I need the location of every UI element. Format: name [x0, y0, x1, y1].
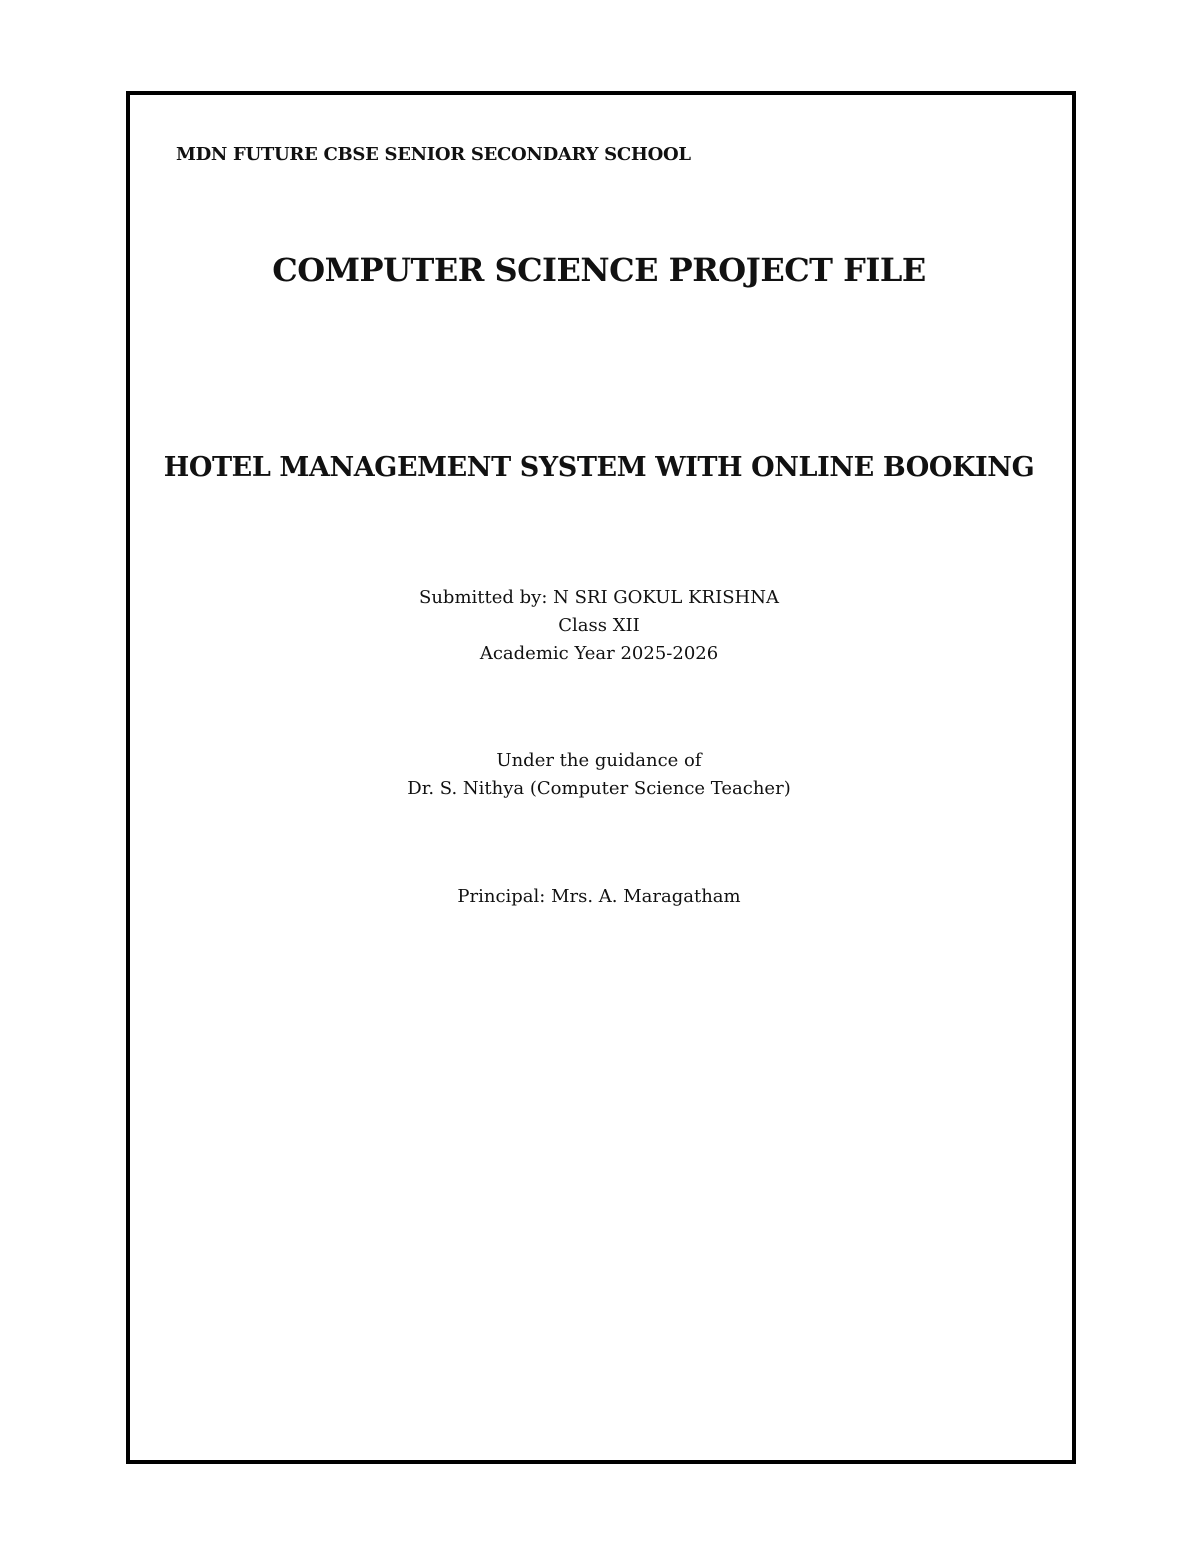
- project-title: COMPUTER SCIENCE PROJECT FILE: [272, 251, 926, 289]
- principal-name: Principal: Mrs. A. Maragatham: [457, 886, 741, 907]
- guidance-heading: Under the guidance of: [496, 750, 702, 771]
- school-name: MDN FUTURE CBSE SENIOR SECONDARY SCHOOL: [176, 144, 691, 165]
- academic-year: Academic Year 2025-2026: [479, 643, 719, 664]
- project-topic: HOTEL MANAGEMENT SYSTEM WITH ONLINE BOOKING: [163, 452, 1035, 483]
- submitted-by: Submitted by: N SRI GOKUL KRISHNA: [419, 587, 779, 608]
- class-label: Class XII: [558, 615, 640, 636]
- guide-name: Dr. S. Nithya (Computer Science Teacher): [407, 778, 791, 799]
